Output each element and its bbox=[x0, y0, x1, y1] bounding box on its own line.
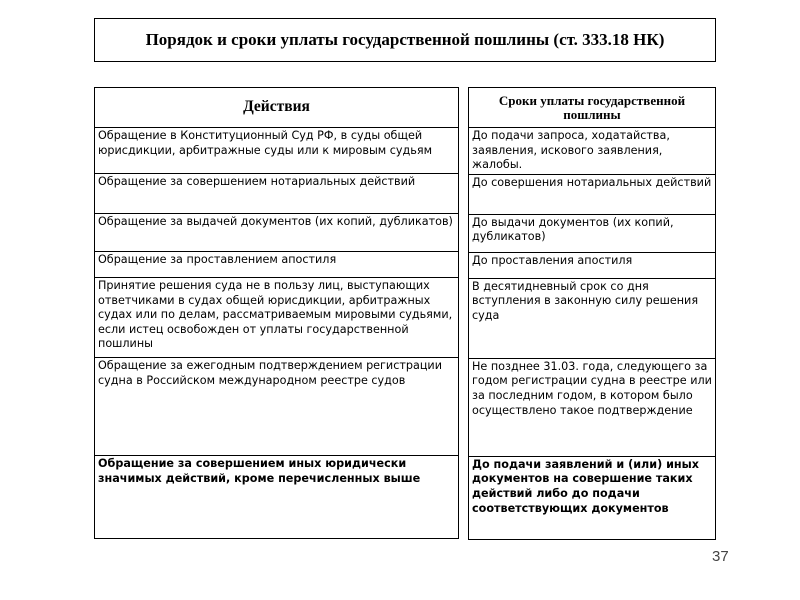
page-number: 37 bbox=[712, 548, 729, 565]
action-cell: Обращение за проставлением апостиля bbox=[95, 252, 459, 278]
deadline-cell: До выдачи документов (их копий, дубликатов) bbox=[469, 214, 716, 252]
deadline-cell: До проставления апостиля bbox=[469, 252, 716, 278]
action-cell: Обращение за выдачей документов (их копий, дубликатов) bbox=[95, 214, 459, 252]
actions-table bbox=[94, 87, 459, 539]
deadline-cell: В десятидневный срок со дня вступления в законную силу решения суда bbox=[469, 278, 716, 358]
deadline-cell: До подачи заявлений и (или) иных документов на совершение таких действий либо до подачи соответствующих документов bbox=[469, 456, 716, 539]
action-cell: Обращение за совершением нотариальных действий bbox=[95, 174, 459, 214]
slide-title: Порядок и сроки уплаты государственной пошлины (ст. 333.18 НК) bbox=[94, 18, 716, 62]
deadlines-header: Сроки уплаты государственной пошлины bbox=[469, 88, 716, 128]
actions-header: Действия bbox=[95, 88, 459, 128]
action-cell: Обращение за совершением иных юридически значимых действий, кроме перечисленных выше bbox=[95, 456, 459, 539]
deadline-cell: Не позднее 31.03. года, следующего за годом регистрации судна в реестре или за последним годом, в котором было осуществлено такое подтверждение bbox=[469, 358, 716, 456]
deadline-cell: До совершения нотариальных действий bbox=[469, 174, 716, 214]
action-cell: Обращение в Конституционный Суд РФ, в суды общей юрисдикции, арбитражные суды или к мировым судьям bbox=[95, 128, 459, 174]
action-cell: Принятие решения суда не в пользу лиц, выступающих ответчиками в судах общей юрисдикции, арбитражных судах или по делам, рассматриваемым мировыми судьями, если истец освобожден от уплаты государственной пошлины bbox=[95, 278, 459, 358]
action-cell: Обращение за ежегодным подтверждением регистрации судна в Российском международном реестре судов bbox=[95, 358, 459, 456]
deadlines-table bbox=[468, 87, 716, 540]
deadline-cell: До подачи запроса, ходатайства, заявления, искового заявления, жалобы. bbox=[469, 128, 716, 175]
